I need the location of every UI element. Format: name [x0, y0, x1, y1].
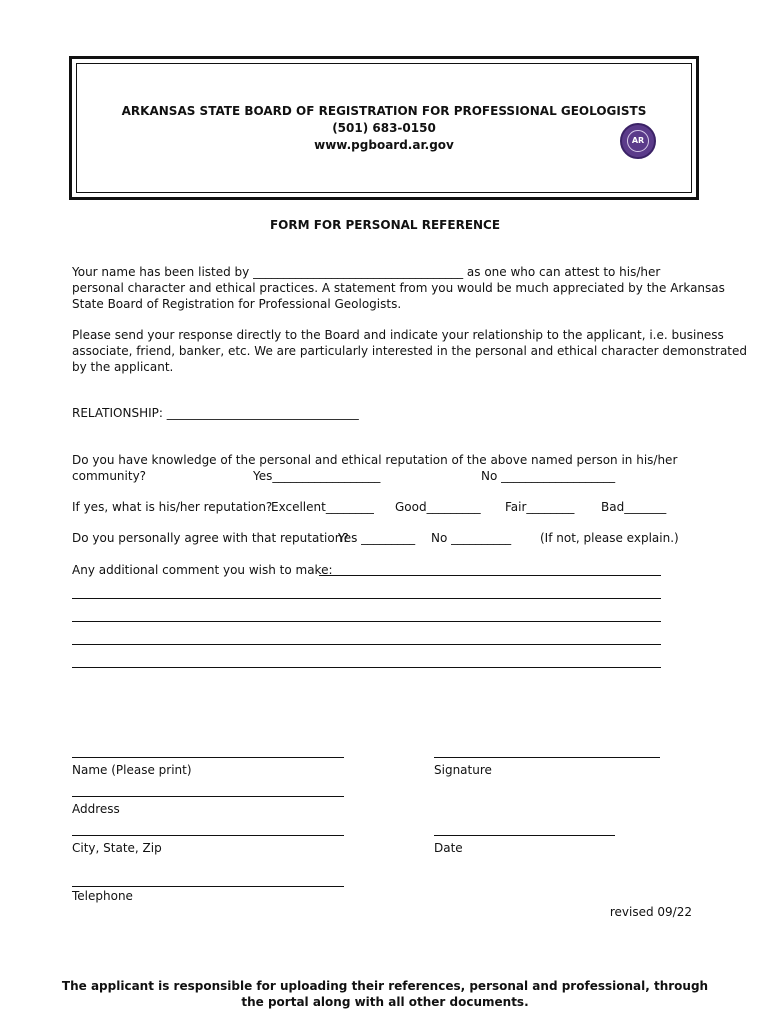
comment-line-3[interactable]: [72, 621, 661, 622]
comment-line-2[interactable]: [72, 598, 661, 599]
knowledge-yes-field[interactable]: Yes__________________: [253, 469, 381, 483]
reputation-fair-field[interactable]: Fair________: [505, 500, 575, 514]
intro-line-2: personal character and ethical practices. A statement from you would be much appreciated by the Arkansas: [72, 281, 725, 295]
seal-text: AR: [627, 130, 649, 152]
instructions-line-2: associate, friend, banker, etc. We are particularly interested in the personal and ethical character demonstrated: [72, 344, 748, 358]
agree-no-field[interactable]: No __________: [431, 531, 512, 545]
agree-explain: (If not, please explain.): [540, 531, 679, 545]
instructions-line-3: by the applicant.: [72, 360, 174, 374]
signature-line[interactable]: [434, 757, 660, 758]
footer-line-1: The applicant is responsible for uploading their references, personal and professional, through: [61, 979, 709, 993]
org-phone: (501) 683-0150: [332, 121, 436, 135]
knowledge-no-field[interactable]: No ___________________: [481, 469, 616, 483]
city-label: City, State, Zip: [72, 841, 162, 855]
comment-line-5[interactable]: [72, 667, 661, 668]
reputation-good-field[interactable]: Good_________: [395, 500, 481, 514]
board-seal-icon: [620, 123, 656, 159]
name-label: Name (Please print): [72, 763, 192, 777]
address-line[interactable]: [72, 796, 344, 797]
form-title: FORM FOR PERSONAL REFERENCE: [269, 218, 501, 232]
reputation-question: If yes, what is his/her reputation?: [72, 500, 273, 514]
instructions-line-1: Please send your response directly to the Board and indicate your relationship to the applicant, i.e. business: [72, 328, 724, 342]
reputation-excellent-field[interactable]: Excellent________: [271, 500, 374, 514]
knowledge-community: community?: [72, 469, 147, 483]
letterhead-inner-border: [76, 63, 692, 193]
reputation-bad-field[interactable]: Bad_______: [601, 500, 667, 514]
address-label: Address: [72, 802, 120, 816]
name-line[interactable]: [72, 757, 344, 758]
telephone-line[interactable]: [72, 886, 344, 887]
signature-label: Signature: [434, 763, 492, 777]
org-website: www.pgboard.ar.gov: [314, 138, 454, 152]
agree-question: Do you personally agree with that reputation?: [72, 531, 349, 545]
date-label: Date: [434, 841, 463, 855]
intro-line-1: Your name has been listed by ___________________________________ as one who can attest to his/her: [72, 265, 661, 279]
city-line[interactable]: [72, 835, 344, 836]
revised-date: revised 09/22: [609, 905, 692, 919]
telephone-label: Telephone: [72, 889, 133, 903]
letterhead-box: [69, 56, 699, 200]
comment-label: Any additional comment you wish to make:: [72, 563, 333, 577]
date-line[interactable]: [434, 835, 615, 836]
comment-line-4[interactable]: [72, 644, 661, 645]
knowledge-question: Do you have knowledge of the personal and ethical reputation of the above named person in his/her: [72, 453, 678, 467]
org-name: ARKANSAS STATE BOARD OF REGISTRATION FOR PROFESSIONAL GEOLOGISTS: [121, 104, 647, 118]
relationship-field[interactable]: RELATIONSHIP: ________________________________: [72, 406, 359, 420]
agree-yes-field[interactable]: Yes _________: [338, 531, 416, 545]
intro-line-3: State Board of Registration for Professional Geologists.: [72, 297, 402, 311]
footer-line-2: the portal along with all other documents.: [241, 995, 529, 1009]
comment-line-1[interactable]: [319, 575, 661, 576]
